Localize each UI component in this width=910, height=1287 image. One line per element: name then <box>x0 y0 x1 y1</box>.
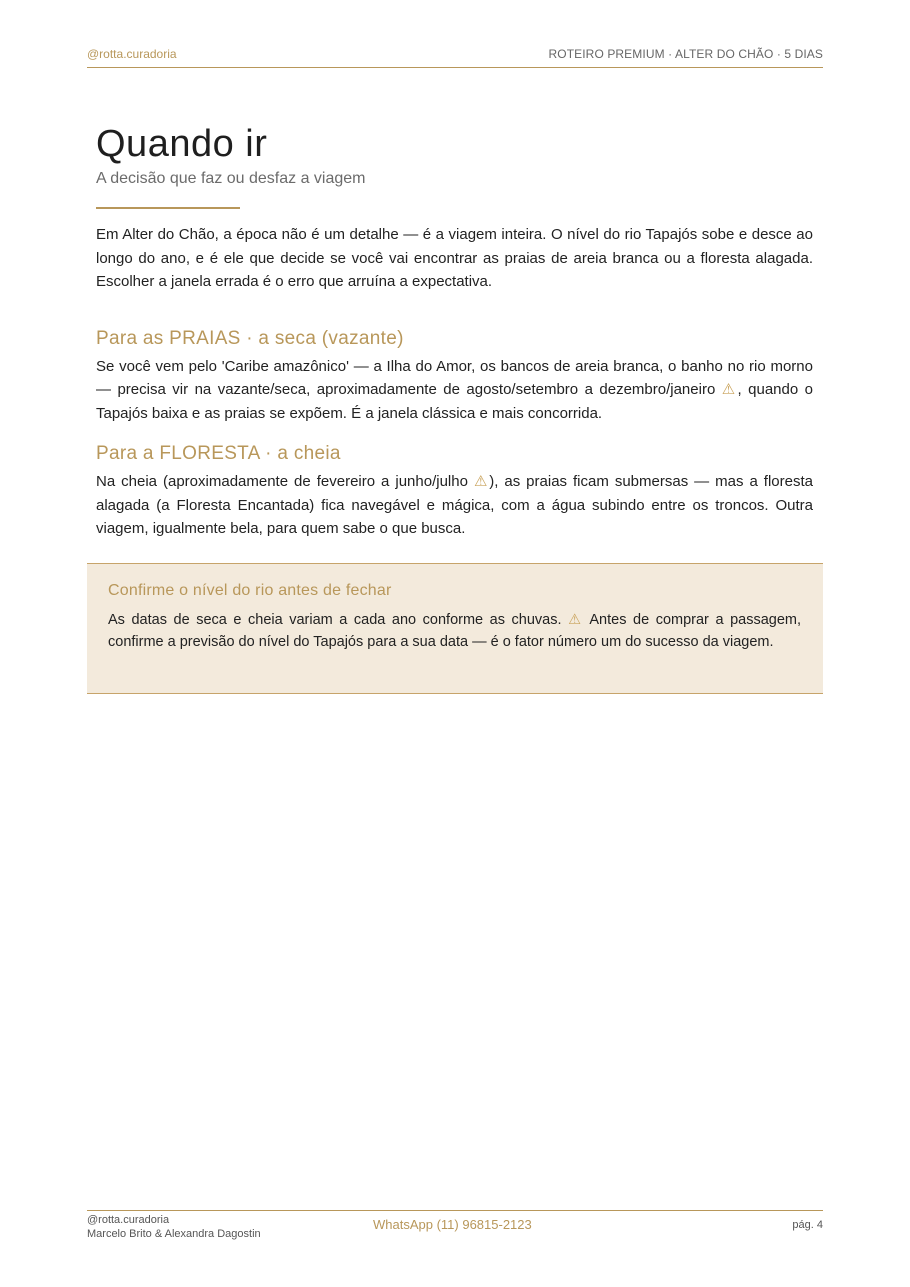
section-text-praias <box>96 355 813 426</box>
title-divider <box>96 207 240 209</box>
callout-title: Confirme o nível do rio antes de fechar <box>108 582 392 599</box>
section-title-floresta: Para a FLORESTA · a cheia <box>96 443 341 464</box>
page-subtitle: A decisão que faz ou desfaz a viagem <box>96 170 366 187</box>
warning-icon: ⚠ <box>473 473 490 490</box>
page-header <box>87 46 823 68</box>
section-text-praias-after: , quando o Tapajós baixa e as praias se expõem. É a janela clássica e mais concorrida. <box>96 381 814 422</box>
section-text-praias-before: Se você vem pelo 'Caribe amazônico' — a Ilha do Amor, os bancos de areia branca, o banho no rio morno — precisa vir na vazante/seca, aproximadamente de agosto/setembro a dezembro/janeiro <box>96 357 813 398</box>
callout-text <box>108 609 801 653</box>
callout-text-before: As datas de seca e cheia variam a cada ano conforme as chuvas. <box>108 612 569 628</box>
callout-text-after: Antes de comprar a passagem, confirme a previsão do nível do Tapajós para a sua data — é o fator número um do sucesso da viagem. <box>108 612 801 650</box>
section-text-floresta-after: ), as praias ficam submersas — mas a floresta alagada (a Floresta Encantada) fica navegável e mágica, com a água subindo entre os troncos. Outra viagem, igualmente bela, para quem sabe o que busca. <box>96 473 813 537</box>
page-number: pág. 4 <box>792 1219 823 1231</box>
page-footer <box>87 1210 823 1251</box>
section-text-floresta <box>96 470 813 541</box>
callout-box <box>87 563 823 694</box>
section-text-floresta-before: Na cheia (aproximadamente de fevereiro a junho/julho <box>96 473 474 490</box>
footer-credits <box>87 1213 261 1241</box>
section-title-praias: Para as PRAIAS · a seca (vazante) <box>96 327 404 349</box>
page-title: Quando ir <box>96 123 268 165</box>
footer-whatsapp-contact: WhatsApp (11) 96815-2123 <box>373 1217 532 1232</box>
warning-icon: ⚠ <box>721 381 738 398</box>
main-content <box>96 122 813 541</box>
footer-authors: Marcelo Brito & Alexandra Dagostin <box>87 1228 261 1240</box>
footer-handle: @rotta.curadoria <box>87 1214 170 1226</box>
header-doc-title: ROTEIRO PREMIUM · ALTER DO CHÃO · 5 DIAS <box>548 47 823 61</box>
intro-paragraph: Em Alter do Chão, a época não é um detalhe — é a viagem inteira. O nível do rio Tapajós sobe e desce ao longo do ano, e é ele que decide se você vai encontrar as praias de areia branca ou a floresta alagada. Escolher a janela errada é o erro que arruína a expectativa. <box>96 226 813 290</box>
header-handle: @rotta.curadoria <box>87 47 177 61</box>
warning-icon: ⚠ <box>568 612 584 628</box>
